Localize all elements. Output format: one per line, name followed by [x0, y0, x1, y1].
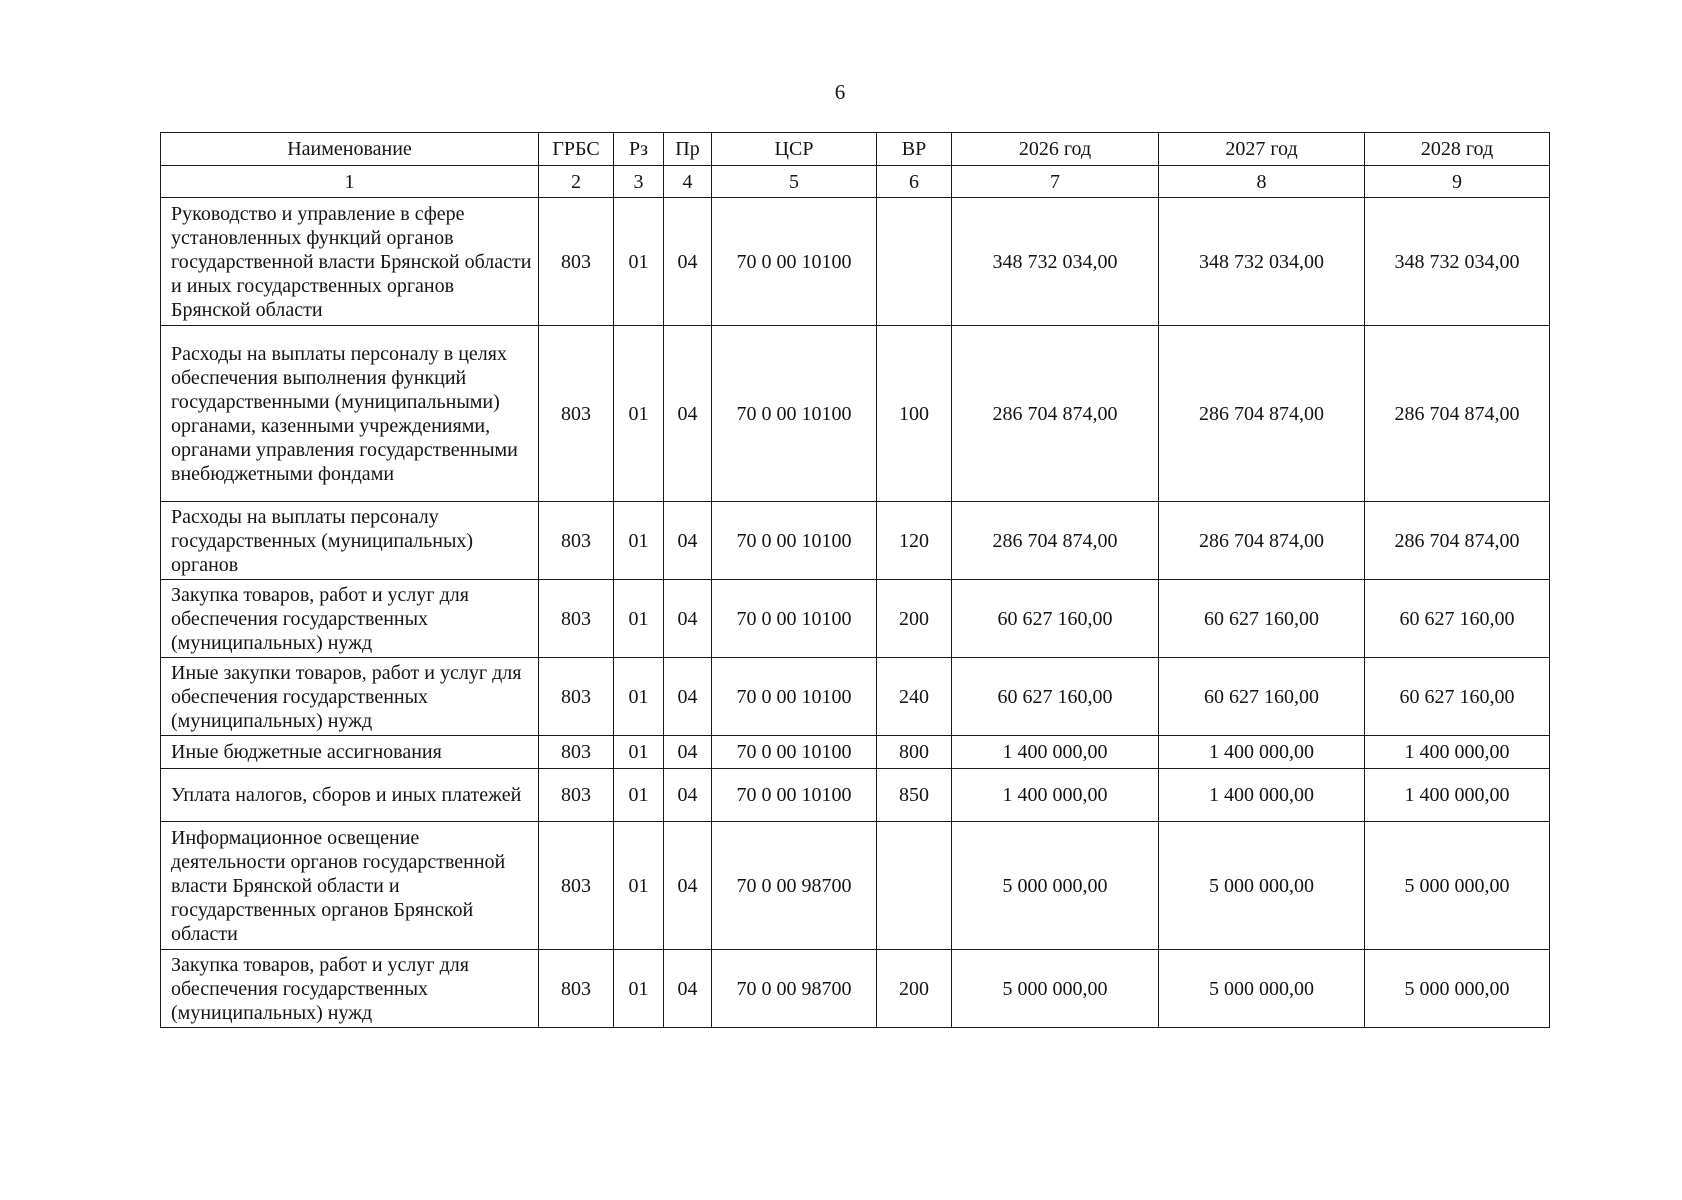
row-2028: 1 400 000,00 [1365, 736, 1550, 769]
row-name: Закупка товаров, работ и услуг для обеспечения государственных (муниципальных) нужд [161, 580, 539, 658]
row-2026: 5 000 000,00 [952, 950, 1159, 1028]
row-vr: 200 [877, 580, 952, 658]
row-2027: 60 627 160,00 [1159, 658, 1365, 736]
column-number-row [161, 166, 1550, 198]
row-grbs: 803 [539, 580, 614, 658]
row-name: Уплата налогов, сборов и иных платежей [161, 769, 539, 822]
row-csr: 70 0 00 10100 [712, 502, 877, 580]
row-2027: 286 704 874,00 [1159, 502, 1365, 580]
budget-table [160, 132, 1550, 1028]
row-csr: 70 0 00 10100 [712, 736, 877, 769]
row-vr: 800 [877, 736, 952, 769]
row-grbs: 803 [539, 502, 614, 580]
row-vr: 120 [877, 502, 952, 580]
row-rz: 01 [614, 736, 664, 769]
column-number: 1 [161, 166, 539, 198]
row-2026: 1 400 000,00 [952, 736, 1159, 769]
column-number: 6 [877, 166, 952, 198]
row-pr: 04 [664, 580, 712, 658]
row-2028: 60 627 160,00 [1365, 658, 1550, 736]
row-2026: 1 400 000,00 [952, 769, 1159, 822]
row-2028: 5 000 000,00 [1365, 950, 1550, 1028]
row-grbs: 803 [539, 822, 614, 950]
row-csr: 70 0 00 10100 [712, 769, 877, 822]
row-2028: 60 627 160,00 [1365, 580, 1550, 658]
row-name: Иные закупки товаров, работ и услуг для обеспечения государственных (муниципальных) нужд [161, 658, 539, 736]
row-name: Расходы на выплаты персоналу в целях обеспечения выполнения функций государственными (муниципальными) органами, казенными учреждениями, органами управления государственными внебюджетными фондами [161, 326, 539, 502]
column-number: 5 [712, 166, 877, 198]
page-number: 6 [834, 80, 846, 104]
row-vr: 240 [877, 658, 952, 736]
row-rz: 01 [614, 822, 664, 950]
column-number: 7 [952, 166, 1159, 198]
row-csr: 70 0 00 98700 [712, 822, 877, 950]
table-row [161, 326, 1550, 502]
row-pr: 04 [664, 658, 712, 736]
row-rz: 01 [614, 502, 664, 580]
row-grbs: 803 [539, 658, 614, 736]
column-number: 8 [1159, 166, 1365, 198]
header-rz: Рз [614, 133, 664, 166]
row-2028: 1 400 000,00 [1365, 769, 1550, 822]
row-2028: 5 000 000,00 [1365, 822, 1550, 950]
row-csr: 70 0 00 10100 [712, 580, 877, 658]
row-name: Иные бюджетные ассигнования [161, 736, 539, 769]
row-name: Руководство и управление в сфере установленных функций органов государственной власти Брянской области и иных государственных органов Брянской области [161, 198, 539, 326]
row-2026: 60 627 160,00 [952, 580, 1159, 658]
row-2026: 60 627 160,00 [952, 658, 1159, 736]
row-vr [877, 198, 952, 326]
column-number: 9 [1365, 166, 1550, 198]
header-row [161, 133, 1550, 166]
row-csr: 70 0 00 10100 [712, 326, 877, 502]
header-name: Наименование [161, 133, 539, 166]
table-row [161, 502, 1550, 580]
row-pr: 04 [664, 736, 712, 769]
row-rz: 01 [614, 658, 664, 736]
row-vr: 100 [877, 326, 952, 502]
row-pr: 04 [664, 326, 712, 502]
table-row [161, 580, 1550, 658]
row-2028: 286 704 874,00 [1365, 502, 1550, 580]
row-2027: 5 000 000,00 [1159, 950, 1365, 1028]
column-number: 2 [539, 166, 614, 198]
row-pr: 04 [664, 950, 712, 1028]
row-rz: 01 [614, 580, 664, 658]
header-grbs: ГРБС [539, 133, 614, 166]
row-name: Закупка товаров, работ и услуг для обеспечения государственных (муниципальных) нужд [161, 950, 539, 1028]
header-csr: ЦСР [712, 133, 877, 166]
row-grbs: 803 [539, 198, 614, 326]
row-2027: 1 400 000,00 [1159, 736, 1365, 769]
column-number: 3 [614, 166, 664, 198]
row-2026: 286 704 874,00 [952, 502, 1159, 580]
row-2027: 348 732 034,00 [1159, 198, 1365, 326]
row-vr [877, 822, 952, 950]
row-rz: 01 [614, 326, 664, 502]
row-name: Информационное освещение деятельности органов государственной власти Брянской области и государственных органов Брянской области [161, 822, 539, 950]
table-row [161, 822, 1550, 950]
header-vr: ВР [877, 133, 952, 166]
header-2026: 2026 год [952, 133, 1159, 166]
row-pr: 04 [664, 822, 712, 950]
row-2027: 60 627 160,00 [1159, 580, 1365, 658]
row-name: Расходы на выплаты персоналу государственных (муниципальных) органов [161, 502, 539, 580]
row-grbs: 803 [539, 950, 614, 1028]
column-number: 4 [664, 166, 712, 198]
row-csr: 70 0 00 98700 [712, 950, 877, 1028]
row-2028: 348 732 034,00 [1365, 198, 1550, 326]
row-2026: 348 732 034,00 [952, 198, 1159, 326]
row-csr: 70 0 00 10100 [712, 658, 877, 736]
table-row [161, 950, 1550, 1028]
row-vr: 850 [877, 769, 952, 822]
row-2027: 286 704 874,00 [1159, 326, 1365, 502]
row-2027: 5 000 000,00 [1159, 822, 1365, 950]
table-row [161, 658, 1550, 736]
row-2028: 286 704 874,00 [1365, 326, 1550, 502]
row-rz: 01 [614, 198, 664, 326]
row-grbs: 803 [539, 736, 614, 769]
row-pr: 04 [664, 502, 712, 580]
row-2027: 1 400 000,00 [1159, 769, 1365, 822]
row-2026: 286 704 874,00 [952, 326, 1159, 502]
row-grbs: 803 [539, 769, 614, 822]
row-rz: 01 [614, 769, 664, 822]
row-vr: 200 [877, 950, 952, 1028]
row-grbs: 803 [539, 326, 614, 502]
header-pr: Пр [664, 133, 712, 166]
table-row [161, 736, 1550, 769]
header-2028: 2028 год [1365, 133, 1550, 166]
row-2026: 5 000 000,00 [952, 822, 1159, 950]
header-2027: 2027 год [1159, 133, 1365, 166]
row-rz: 01 [614, 950, 664, 1028]
row-pr: 04 [664, 198, 712, 326]
table-row [161, 198, 1550, 326]
table-row [161, 769, 1550, 822]
row-csr: 70 0 00 10100 [712, 198, 877, 326]
row-pr: 04 [664, 769, 712, 822]
